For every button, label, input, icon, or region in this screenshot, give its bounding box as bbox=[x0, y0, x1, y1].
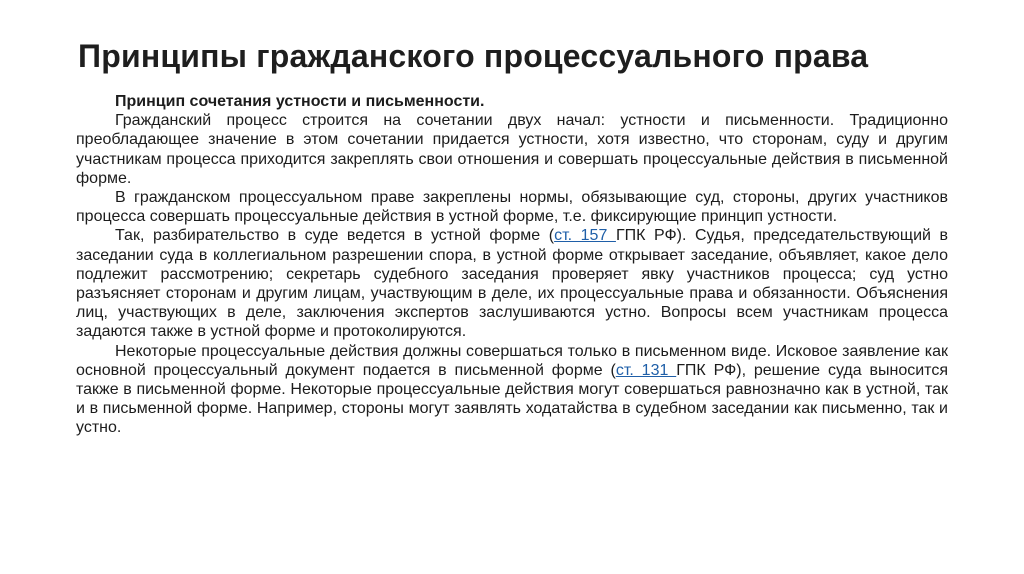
principle-heading bbox=[76, 92, 948, 111]
paragraph-4 bbox=[76, 342, 948, 438]
paragraph-2: В гражданском процессуальном праве закреплены нормы, обязывающие суд, стороны, других участников процесса совершать процессуальные действия в устной форме, т.е. фиксирующие принцип устности. bbox=[76, 189, 948, 226]
slide-body bbox=[76, 92, 948, 438]
paragraph-3 bbox=[76, 226, 948, 341]
paragraph-1: Гражданский процесс строится на сочетании двух начал: устности и письменности. Традиционно преобладающее значение в этом сочетании придается устности, хотя известно, что сторонам, суду и другим участникам процесса приходится закреплять свои отношения и совершать процессуальные действия в письменной форме. bbox=[76, 112, 948, 187]
principle-heading-text: Принцип сочетания устности и письменности. bbox=[115, 93, 485, 110]
article-157-link[interactable]: ст. 157 bbox=[554, 227, 616, 245]
paragraph-3-text-start: Так, разбирательство в суде ведется в устной форме ( bbox=[115, 227, 555, 245]
article-131-link[interactable]: ст. 131 bbox=[615, 361, 677, 379]
paragraph-3-text-end: ГПК РФ). Судья, председательствующий в заседании суда в коллегиальном разрешении спора, в устной форме открывает заседание, объявляет, какое дело подлежит рассмотрению; секретарь судебного заседания проверяет явку участников процесса; суд устно разъясняет сторонам и другим лицам, участвующим в деле, их процессуальные права и обязанности. Объяснения лиц, участвующих в деле, заключения экспертов заслушиваются устно. Вопросы всем участникам процесса задаются также в устной форме и протоколируются. bbox=[76, 227, 949, 341]
slide-title: Принципы гражданского процессуального права bbox=[78, 38, 869, 74]
paragraph-4-text-start: Некоторые процессуальные действия должны совершаться только в письменном виде. Исковое заявление как основной процессуальный документ подается в письменной форме ( bbox=[76, 342, 948, 379]
paragraph-4-text-end: ГПК РФ), решение суда выносится также в письменной форме. Некоторые процессуальные действия могут совершаться равнозначно как в устной, так и в письменной форме. Например, стороны могут заявлять ходатайства в судебном заседании как письменно, так и устно. bbox=[76, 361, 948, 437]
